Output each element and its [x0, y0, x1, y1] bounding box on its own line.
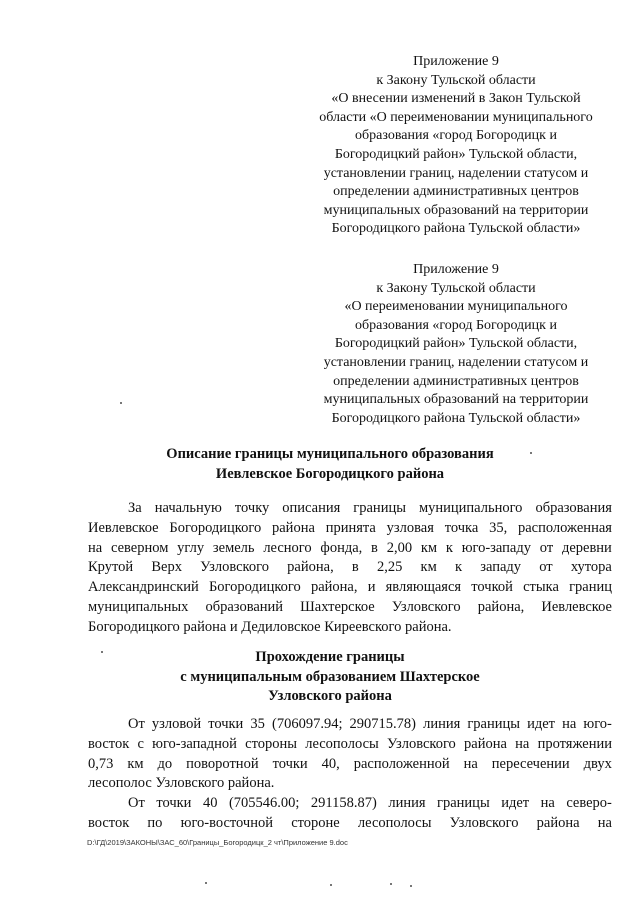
word: км [127, 755, 144, 772]
word: Александринский [88, 579, 199, 596]
appendix-line: Приложение 9 [413, 54, 499, 69]
scan-speck [120, 402, 122, 404]
appendix-line: образования «город Богородицк и [355, 317, 557, 333]
word: юго-западной [152, 735, 237, 752]
word: От [128, 716, 145, 732]
appendix-line: муниципальных образований на территории [323, 392, 589, 408]
paragraph-line [88, 735, 612, 755]
word: пересечении [491, 755, 570, 772]
word: района, [477, 598, 525, 615]
appendix-header-original [300, 261, 612, 428]
paragraph-point-40 [88, 794, 612, 834]
appendix-line: Богородицкого района Тульской области» [331, 410, 581, 426]
appendix-line: установлении границ, наделении статусом и [323, 354, 589, 370]
paragraph-line [88, 539, 612, 559]
title-line: Иевлевское Богородицкого района [215, 465, 445, 482]
word: восток [88, 735, 130, 752]
word: района, [310, 579, 358, 596]
appendix-line: муниципальных образований на территории [323, 202, 589, 218]
word: Верх [151, 559, 182, 576]
word: точки [208, 716, 244, 732]
word: линия [388, 795, 426, 811]
word: Узловского [200, 559, 269, 576]
paragraph-line [88, 578, 612, 598]
line-text: лесополос Узловского района. [88, 775, 275, 792]
word: идет [527, 716, 556, 732]
section-heading [60, 648, 600, 707]
word: и [367, 579, 376, 596]
word: лесополосы [305, 735, 379, 752]
scan-speck [205, 882, 207, 884]
word: границы [353, 500, 406, 516]
appendix-line: к Закону Тульской области [376, 280, 536, 296]
word: по [147, 814, 163, 831]
word: Крутой [88, 559, 134, 576]
appendix-line: «О внесении изменений в Закон Тульской [331, 91, 581, 107]
word: узловой [151, 716, 202, 732]
word: точку [234, 500, 270, 516]
scan-speck [390, 883, 392, 885]
word: муниципального [418, 500, 523, 516]
word: земель [212, 539, 255, 556]
appendix-line: образования «город Богородицк и [355, 128, 557, 144]
scan-speck [530, 452, 532, 454]
appendix-line: установлении границ, наделении статусом и [323, 165, 589, 181]
paragraph-line [88, 618, 612, 638]
word: точки [272, 755, 308, 772]
word: фонда, [320, 539, 363, 556]
word: границ [569, 579, 612, 596]
word: точкой [471, 579, 513, 596]
word: углу [177, 539, 205, 556]
word: км [420, 539, 438, 556]
word: лесополосы [357, 814, 432, 831]
appendix-line: к Закону Тульской области [376, 72, 536, 88]
word: юго- [583, 716, 612, 732]
word: точка [444, 519, 479, 536]
word: от [539, 539, 554, 556]
word: хутора [570, 559, 612, 576]
word: 0,73 [88, 755, 114, 772]
word: до [157, 755, 173, 772]
word: Богородицкого [169, 519, 262, 536]
word: Узловского [386, 735, 456, 752]
word: начальную [154, 500, 222, 516]
word: (706097.94; [271, 716, 343, 732]
word: За [128, 500, 142, 516]
document-title [60, 445, 600, 484]
appendix-line: определении административных центров [333, 373, 579, 389]
word: к [454, 559, 463, 576]
appendix-line: области «О переименовании муниципального [319, 109, 593, 125]
word: расположенной [353, 755, 450, 772]
appendix-line: Богородицкий район» Тульской области, [334, 146, 578, 162]
word: с [137, 735, 144, 752]
word: от [539, 559, 553, 576]
scan-speck [101, 651, 103, 653]
word: на [515, 735, 530, 752]
word: узловая [386, 519, 434, 536]
word: принята [325, 519, 376, 536]
word: (705546.00; [228, 795, 300, 811]
word: протяжении [537, 735, 612, 752]
paragraph-line [88, 794, 612, 814]
word: 35 [250, 716, 265, 732]
paragraph-line [88, 558, 612, 578]
paragraph-line [88, 519, 612, 539]
word: Богородицкого [208, 579, 301, 596]
word: северо- [566, 795, 612, 811]
word: 2,25 [376, 559, 403, 576]
word: От [128, 795, 145, 811]
scan-speck [330, 884, 332, 886]
word: стыка [523, 579, 559, 596]
paragraph-line [88, 715, 612, 735]
paragraph-line [88, 755, 612, 775]
paragraph-point-35 [88, 715, 612, 794]
word: на [463, 755, 478, 772]
line-text: Богородицкого района и Дедиловское Киреевского района. [88, 618, 452, 635]
word: двух [583, 755, 612, 772]
appendix-header-current [300, 53, 612, 239]
word: деревни [561, 539, 612, 556]
word: северном [110, 539, 169, 556]
word: описания [282, 500, 341, 516]
section-heading-line: с муниципальным образованием Шахтерское [180, 668, 480, 685]
word: района [536, 814, 580, 831]
word: 291158.87) [310, 795, 377, 811]
title-line: Описание границы муниципального образования [166, 446, 494, 462]
word: района [272, 519, 315, 536]
word: являющаяся [385, 579, 462, 596]
section-heading-line: Прохождение границы [255, 649, 405, 665]
word: поворотной [186, 755, 259, 772]
word: на [540, 795, 555, 811]
word: юго-восточной [180, 814, 273, 831]
word: района, [287, 559, 334, 576]
word: точки [156, 795, 192, 811]
scan-speck [410, 885, 412, 887]
word: в [371, 539, 378, 556]
appendix-line: определении административных центров [333, 184, 579, 200]
word: к [445, 539, 453, 556]
word: Узловского [391, 598, 461, 615]
paragraph-line [88, 774, 612, 794]
appendix-line: «О переименовании муниципального [344, 299, 568, 315]
word: стороне [291, 814, 340, 831]
word: на [88, 539, 103, 556]
appendix-line: Богородицкий район» Тульской области, [334, 336, 578, 352]
word: 40, [321, 755, 340, 772]
word: границы [467, 716, 521, 732]
appendix-line: Богородицкого района Тульской области» [331, 221, 581, 237]
word: юго-западу [461, 539, 531, 556]
word: идет [501, 795, 530, 811]
paragraph-line [88, 814, 612, 834]
footer-file-path: D:\ГД\2019\ЗАКОНЫ\ЗАС_60\Границы_Богородицк_2 чт\Приложение 9.doc [87, 838, 348, 847]
word: границы [437, 795, 490, 811]
intro-paragraph [88, 499, 612, 638]
word: образования [535, 500, 612, 516]
paragraph-line [88, 598, 612, 618]
section-heading-line: Узловского района [268, 688, 392, 704]
word: в [351, 559, 359, 576]
word: Узловского [449, 814, 519, 831]
word: 290715.78) [349, 716, 417, 732]
word: на [562, 716, 577, 732]
word: на [597, 814, 612, 831]
word: км [420, 559, 437, 576]
word: 35, [489, 519, 508, 536]
appendix-line: Приложение 9 [413, 262, 499, 277]
word: лесного [263, 539, 312, 556]
word: стороны [245, 735, 297, 752]
word: Иевлевское [88, 519, 159, 536]
word: западу [480, 559, 522, 576]
word: линия [423, 716, 461, 732]
word: восток [88, 814, 130, 831]
word: 40 [202, 795, 218, 811]
word: 2,00 [386, 539, 413, 556]
word: образований [205, 598, 284, 615]
paragraph-line [88, 499, 612, 519]
word: расположенная [517, 519, 612, 536]
word: Шахтерское [300, 598, 375, 615]
word: района [464, 735, 507, 752]
word: муниципальных [88, 598, 189, 615]
word: Иевлевское [541, 598, 612, 615]
